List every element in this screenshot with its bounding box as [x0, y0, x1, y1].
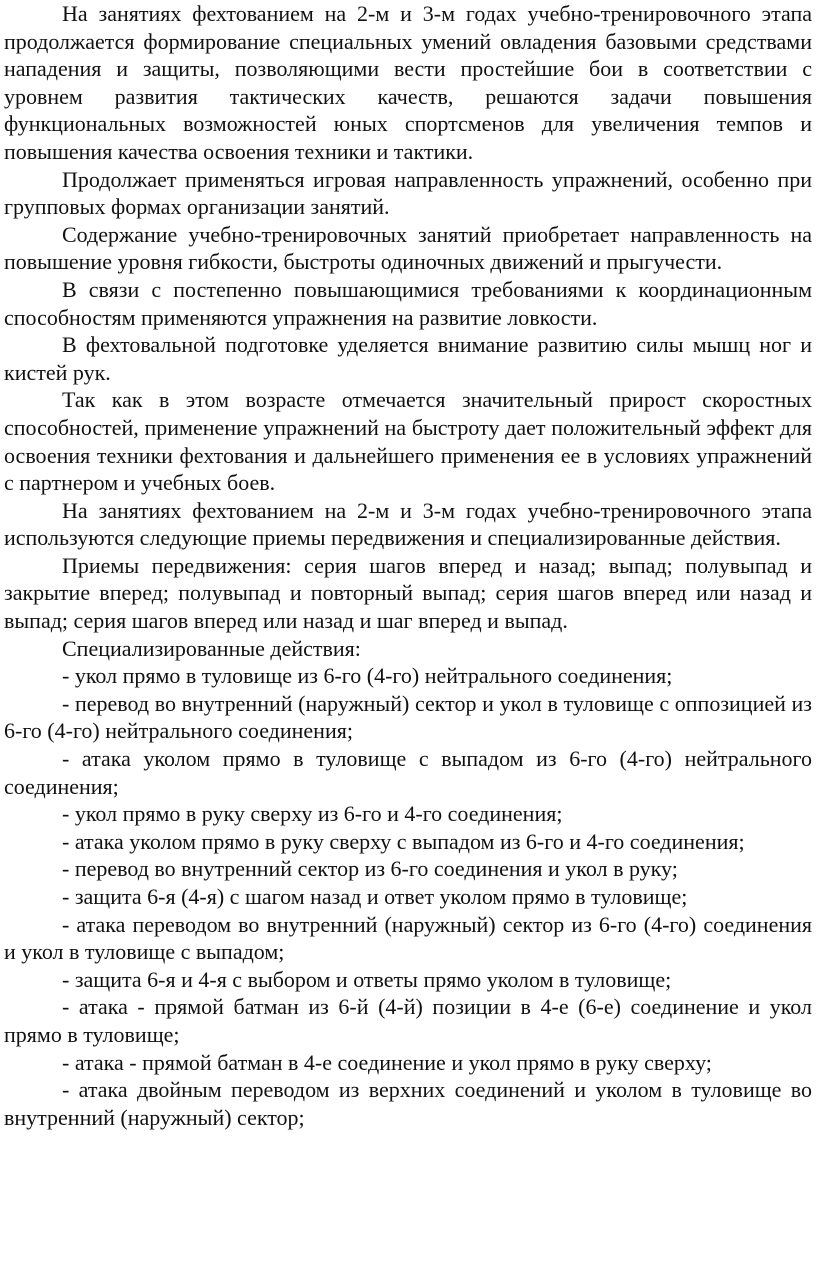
paragraph-6: Так как в этом возрасте отмечается значительный прирост скоростных способностей, применение упражнений на быстроту дает положительный эффект для освоения техники фехтования и дальнейшего применения ее в условиях упражнений с партнером и учебных боев. [4, 387, 812, 496]
paragraph-2: Продолжает применяться игровая направленность упражнений, особенно при групповых формах организации занятий. [4, 166, 812, 220]
list-item-10: - атака - прямой батман из 6-й (4-й) позиции в 4-е (6-е) соединение и укол прямо в туловище; [4, 994, 812, 1047]
paragraph-1: На занятиях фехтованием на 2-м и 3-м годах учебно-тренировочного этапа продолжается формирование специальных умений овладения базовыми средствами нападения и защиты, позволяющими вести простейшие бои в соответствии с уровнем развития тактических качеств, решаются задачи повышения функциональных возможностей юных спортсменов для увеличения темпов и повышения качества освоения техники и тактики. [4, 1, 812, 164]
list-item-12: - атака двойным переводом из верхних соединений и уколом в туловище во внутренний (наружный) сектор; [4, 1077, 812, 1130]
list-item-8: - атака переводом во внутренний (наружный) сектор из 6-го (4-го) соединения и укол в туловище с выпадом; [4, 911, 812, 965]
list-item-3: - атака уколом прямо в туловище с выпадом из 6-го (4-го) нейтрального соединения; [4, 746, 812, 799]
paragraph-8: Приемы передвижения: серия шагов вперед и назад; выпад; полувыпад и закрытие вперед; полувыпад и повторный выпад; серия шагов вперед или назад и выпад; серия шагов вперед или назад и шаг вперед и выпад. [4, 552, 812, 634]
list-item-7: - защита 6-я (4-я) с шагом назад и ответ уколом прямо в туловище; [62, 884, 688, 909]
list-item-2: - перевод во внутренний (наружный) сектор и укол в туловище с оппозицией из 6-го (4-го) нейтрального соединения; [4, 690, 812, 744]
paragraph-3: Содержание учебно-тренировочных занятий приобретает направленность на повышение уровня гибкости, быстроты одиночных движений и прыгучести. [4, 221, 812, 275]
list-item-11: - атака - прямой батман в 4-е соединение и укол прямо в руку сверху; [62, 1049, 712, 1075]
list-item-1: - укол прямо в туловище из 6-го (4-го) нейтрального соединения; [62, 663, 673, 689]
list-item-6: - перевод во внутренний сектор из 6-го соединения и укол в руку; [62, 856, 678, 882]
list-item-9: - защита 6-я и 4-я с выбором и ответы прямо уколом в туловище; [62, 966, 672, 992]
paragraph-7: На занятиях фехтованием на 2-м и 3-м годах учебно-тренировочного этапа используются следующие приемы передвижения и специализированные действия. [4, 497, 812, 551]
paragraph-4: В связи с постепенно повышающимися требованиями к координационным способностям применяются упражнения на развитие ловкости. [4, 276, 812, 330]
paragraph-9: Специализированные действия: [62, 635, 361, 661]
list-item-5: - атака уколом прямо в руку сверху с выпадом из 6-го и 4-го соединения; [62, 828, 745, 854]
list-item-4: - укол прямо в руку сверху из 6-го и 4-го соединения; [62, 801, 563, 827]
paragraph-5: В фехтовальной подготовке уделяется внимание развитию силы мышц ног и кистей рук. [4, 332, 812, 385]
document-page [4, 0, 812, 1131]
